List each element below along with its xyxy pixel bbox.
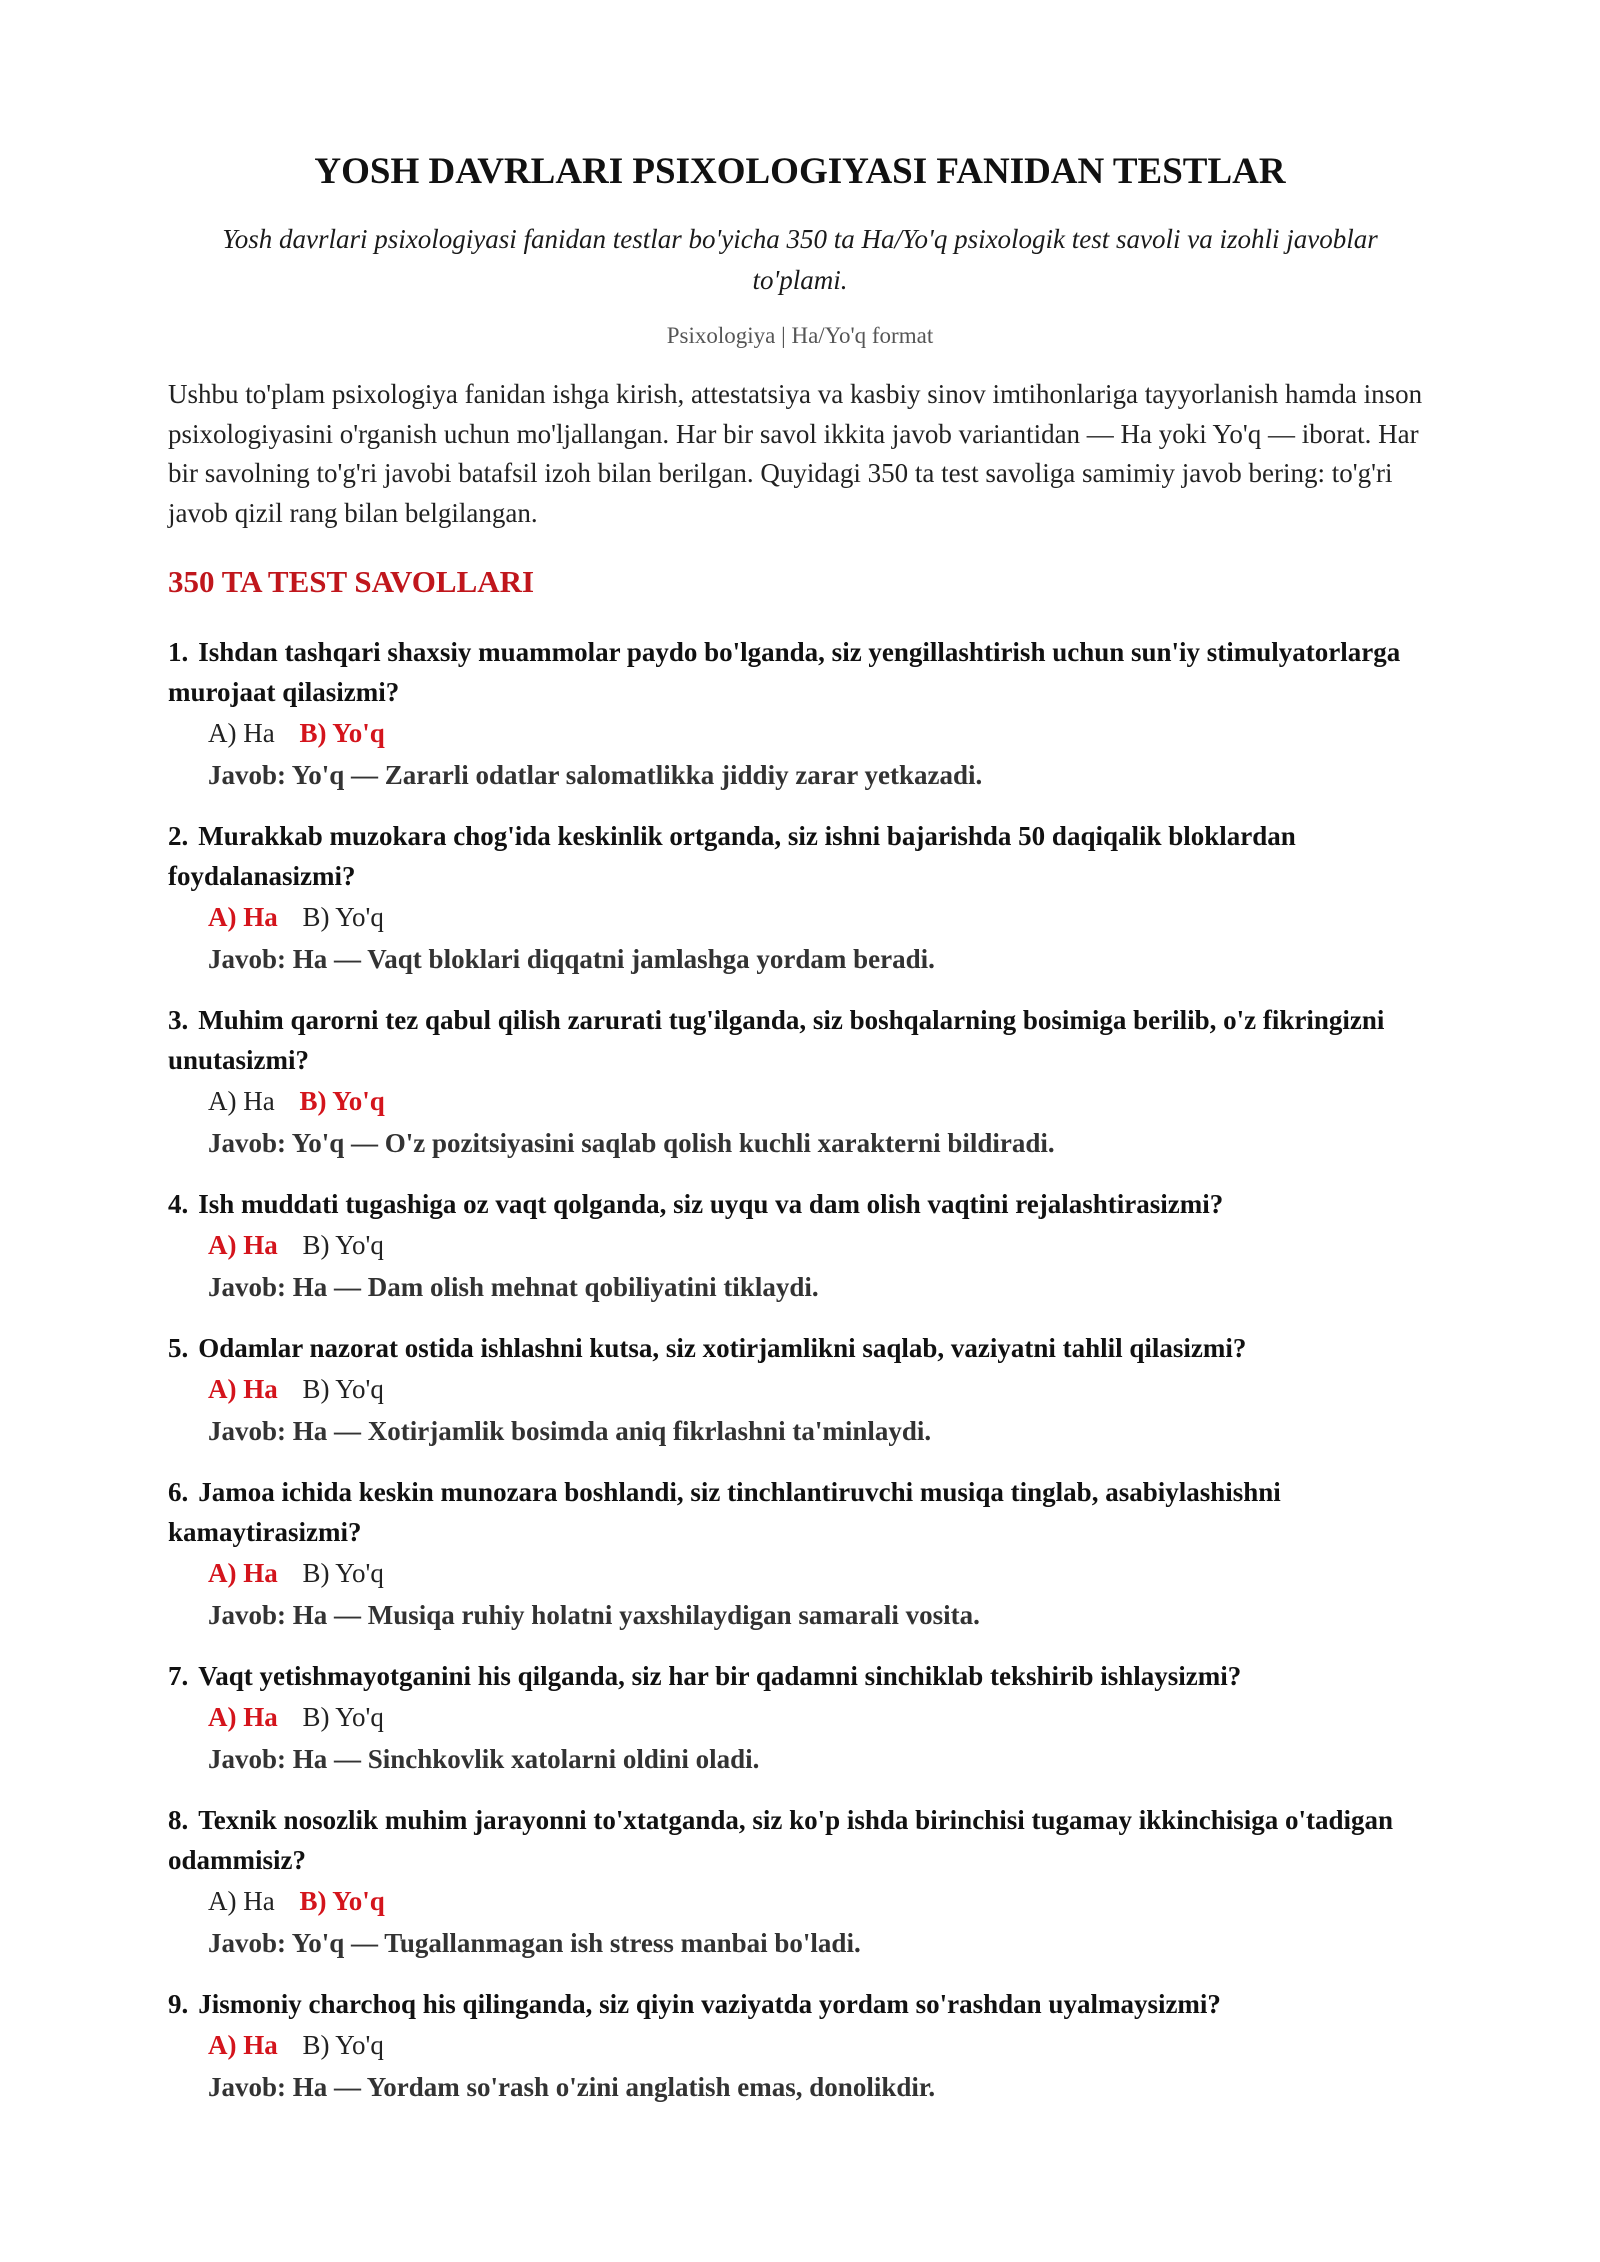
question-item bbox=[168, 1800, 1432, 1964]
question-list bbox=[168, 632, 1432, 2108]
document-subtitle: Yosh davrlari psixologiyasi fanidan testlar bo'yicha 350 ta Ha/Yo'q psixologik test savoli va izohli javoblar to'plami. bbox=[222, 224, 1378, 295]
question-body: Texnik nosozlik muhim jarayonni to'xtatganda, siz ko'p ishda birinchisi tugamay ikkinchisiga o'tadigan odammisiz? bbox=[168, 1805, 1394, 1875]
option-b[interactable]: B) Yo'q bbox=[299, 1086, 385, 1116]
answer-explanation: Javob: Ha — Yordam so'rash o'zini anglatish emas, donolikdir. bbox=[208, 2072, 936, 2102]
document-page bbox=[168, 150, 1432, 2128]
answer-explanation: Javob: Ha — Xotirjamlik bosimda aniq fikrlashni ta'minlaydi. bbox=[208, 1416, 932, 1446]
question-body: Jismoniy charchoq his qilinganda, siz qiyin vaziyatda yordam so'rashdan uyalmaysizmi? bbox=[198, 1989, 1221, 2019]
question-number: 8. bbox=[168, 1805, 189, 1835]
option-a[interactable]: A) Ha bbox=[208, 1086, 275, 1116]
answer-explanation: Javob: Yo'q — Tugallanmagan ish stress manbai bo'ladi. bbox=[208, 1928, 861, 1958]
question-number: 3. bbox=[168, 1005, 189, 1035]
answer-explanation: Javob: Ha — Vaqt bloklari diqqatni jamlashga yordam beradi. bbox=[208, 944, 935, 974]
question-item bbox=[168, 1656, 1432, 1780]
option-b[interactable]: B) Yo'q bbox=[299, 718, 385, 748]
answer-options bbox=[208, 1880, 1432, 1922]
option-a[interactable]: A) Ha bbox=[208, 1374, 278, 1404]
question-number: 7. bbox=[168, 1661, 189, 1691]
question-text bbox=[168, 1656, 1432, 1696]
answer-explanation: Javob: Ha — Sinchkovlik xatolarni oldini oladi. bbox=[208, 1744, 760, 1774]
answer-explanation: Javob: Ha — Dam olish mehnat qobiliyatini tiklaydi. bbox=[208, 1272, 819, 1302]
option-b[interactable]: B) Yo'q bbox=[302, 1702, 384, 1732]
question-item bbox=[168, 1000, 1432, 1164]
question-text bbox=[168, 1000, 1432, 1080]
answer-explanation: Javob: Ha — Musiqa ruhiy holatni yaxshilaydigan samarali vosita. bbox=[208, 1600, 980, 1630]
question-text bbox=[168, 1984, 1432, 2024]
answer-options bbox=[208, 1080, 1432, 1122]
answer-options bbox=[208, 1696, 1432, 1738]
document-meta: Psixologiya | Ha/Yo'q format bbox=[666, 323, 934, 348]
question-body: Murakkab muzokara chog'ida keskinlik ortganda, siz ishni bajarishda 50 daqiqalik bloklardan foydalanasizmi? bbox=[168, 821, 1296, 891]
option-b[interactable]: B) Yo'q bbox=[302, 902, 384, 932]
question-text bbox=[168, 1328, 1432, 1368]
question-text bbox=[168, 816, 1432, 896]
answer-options bbox=[208, 1224, 1432, 1266]
answer-explanation: Javob: Yo'q — O'z pozitsiyasini saqlab qolish kuchli xarakterni bildiradi. bbox=[208, 1128, 1055, 1158]
answer-options bbox=[208, 712, 1432, 754]
option-b[interactable]: B) Yo'q bbox=[302, 1374, 384, 1404]
question-body: Ish muddati tugashiga oz vaqt qolganda, siz uyqu va dam olish vaqtini rejalashtirasizmi? bbox=[198, 1189, 1224, 1219]
answer-explanation: Javob: Yo'q — Zararli odatlar salomatlikka jiddiy zarar yetkazadi. bbox=[208, 760, 983, 790]
question-body: Jamoa ichida keskin munozara boshlandi, siz tinchlantiruvchi musiqa tinglab, asabiylashishni kamaytirasizmi? bbox=[168, 1477, 1281, 1547]
question-text bbox=[168, 1800, 1432, 1880]
question-item bbox=[168, 632, 1432, 796]
question-item bbox=[168, 1328, 1432, 1452]
option-a[interactable]: A) Ha bbox=[208, 1886, 275, 1916]
option-a[interactable]: A) Ha bbox=[208, 718, 275, 748]
question-body: Ishdan tashqari shaxsiy muammolar paydo bo'lganda, siz yengillashtirish uchun sun'iy stimulyatorlarga murojaat qilasizmi? bbox=[168, 637, 1401, 707]
option-a[interactable]: A) Ha bbox=[208, 1702, 278, 1732]
document-title: YOSH DAVRLARI PSIXOLOGIYASI FANIDAN TESTLAR bbox=[314, 151, 1286, 192]
question-item bbox=[168, 816, 1432, 980]
question-body: Muhim qarorni tez qabul qilish zarurati tug'ilganda, siz boshqalarning bosimiga berilib, o'z fikringizni unutasizmi? bbox=[168, 1005, 1385, 1075]
question-body: Vaqt yetishmayotganini his qilganda, siz har bir qadamni sinchiklab tekshirib ishlaysizmi? bbox=[198, 1661, 1242, 1691]
question-number: 4. bbox=[168, 1189, 189, 1219]
question-text bbox=[168, 1472, 1432, 1552]
question-item bbox=[168, 1984, 1432, 2108]
question-item bbox=[168, 1184, 1432, 1308]
question-number: 9. bbox=[168, 1989, 189, 2019]
intro-paragraph: Ushbu to'plam psixologiya fanidan ishga kirish, attestatsiya va kasbiy sinov imtihonlariga tayyorlanish hamda inson psixologiyasini o'rganish uchun mo'ljallangan. Har bir savol ikkita javob variantidan — Ha yoki Yo'q — iborat. Har bir savolning to'g'ri javobi batafsil izoh bilan berilgan. Quyidagi 350 ta test savoliga samimiy javob bering: to'g'ri javob qizil rang bilan belgilangan. bbox=[168, 379, 1423, 528]
option-b[interactable]: B) Yo'q bbox=[299, 1886, 385, 1916]
option-a[interactable]: A) Ha bbox=[208, 902, 278, 932]
answer-options bbox=[208, 2024, 1432, 2066]
question-number: 5. bbox=[168, 1333, 189, 1363]
option-b[interactable]: B) Yo'q bbox=[302, 1230, 384, 1260]
section-heading: 350 TA TEST SAVOLLARI bbox=[168, 564, 535, 599]
option-b[interactable]: B) Yo'q bbox=[302, 1558, 384, 1588]
answer-options bbox=[208, 1552, 1432, 1594]
question-text bbox=[168, 632, 1432, 712]
answer-options bbox=[208, 896, 1432, 938]
option-a[interactable]: A) Ha bbox=[208, 1230, 278, 1260]
question-body: Odamlar nazorat ostida ishlashni kutsa, siz xotirjamlikni saqlab, vaziyatni tahlil qilasizmi? bbox=[198, 1333, 1247, 1363]
option-a[interactable]: A) Ha bbox=[208, 2030, 278, 2060]
question-text bbox=[168, 1184, 1432, 1224]
option-b[interactable]: B) Yo'q bbox=[302, 2030, 384, 2060]
question-number: 2. bbox=[168, 821, 189, 851]
answer-options bbox=[208, 1368, 1432, 1410]
question-item bbox=[168, 1472, 1432, 1636]
question-number: 1. bbox=[168, 637, 189, 667]
question-number: 6. bbox=[168, 1477, 189, 1507]
option-a[interactable]: A) Ha bbox=[208, 1558, 278, 1588]
